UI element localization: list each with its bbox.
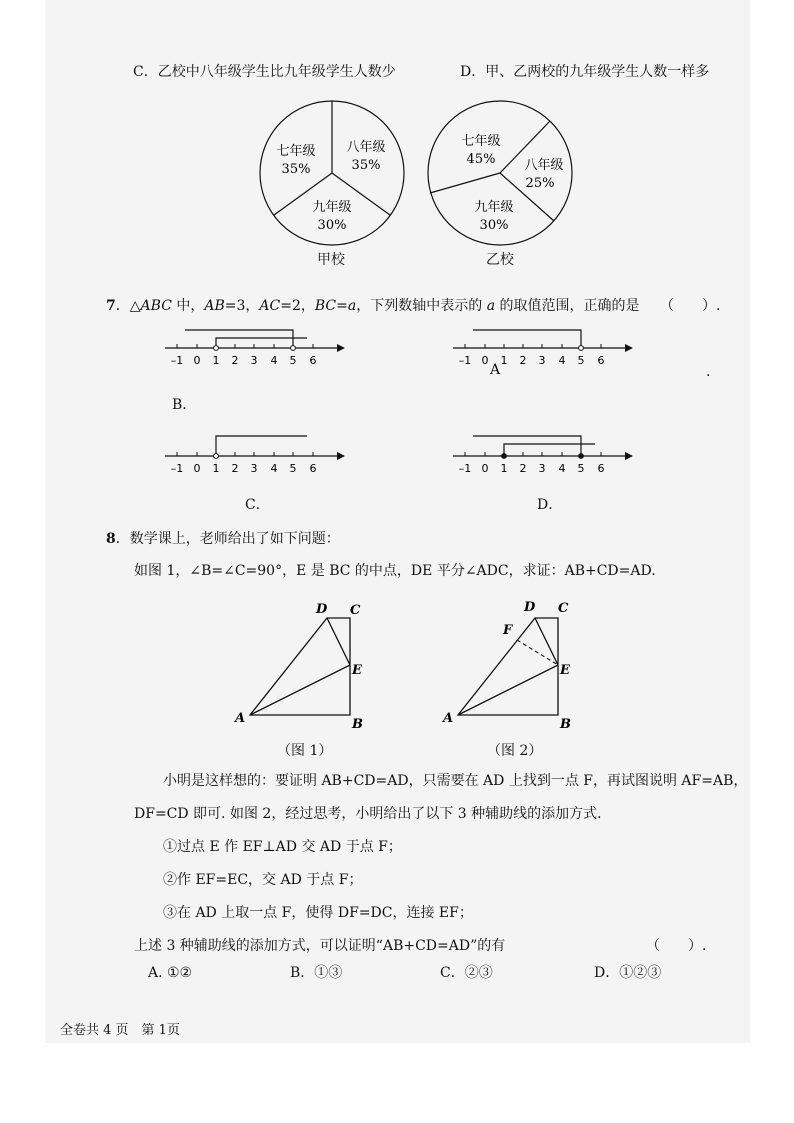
figure-2-caption: （图 2） <box>487 743 543 759</box>
q7-answer-paren: （ ）. <box>660 298 721 314</box>
pie-b-slice3-label: 九年级 <box>474 200 514 215</box>
pie-a-slice1-percent: 35% <box>281 162 311 177</box>
svg-text:0: 0 <box>193 354 201 367</box>
svg-text:D: D <box>524 600 536 615</box>
q8-thought-line1: 小明是这样想的：要证明 AB+CD=AD，只需要在 AD 上找到一点 F，再试图说明 AF=AB， <box>163 773 748 789</box>
geometry-figure-1 <box>232 598 372 733</box>
svg-text:–1: –1 <box>458 354 472 367</box>
svg-text:2: 2 <box>231 462 239 475</box>
svg-text:F: F <box>503 623 513 638</box>
svg-text:3: 3 <box>250 354 258 367</box>
svg-text:3: 3 <box>538 354 546 367</box>
q8-option-b: B．①③ <box>290 965 343 981</box>
q6-option-c: C．乙校中八年级学生比九年级学生人数少 <box>133 64 396 80</box>
pie-b-slice2-percent: 25% <box>525 176 555 191</box>
svg-text:1: 1 <box>212 462 220 475</box>
svg-text:2: 2 <box>231 354 239 367</box>
pie-b-slice1-percent: 45% <box>466 152 496 167</box>
svg-text:6: 6 <box>597 354 605 367</box>
svg-text:1: 1 <box>500 354 508 367</box>
svg-text:3: 3 <box>250 462 258 475</box>
svg-text:6: 6 <box>597 462 605 475</box>
svg-text:A: A <box>443 711 454 726</box>
pie-b-slice2-label: 八年级 <box>524 158 564 173</box>
svg-text:1: 1 <box>500 462 508 475</box>
pie-a-slice3-percent: 30% <box>317 218 347 233</box>
svg-text:E: E <box>560 663 570 678</box>
q7-label-c: C． <box>245 497 270 513</box>
q7-stem: 7．△ABC 中，AB=3，AC=2，BC=a，下列数轴中表示的 a 的取值范围，正确的是 <box>106 298 640 314</box>
geometry-figure-2 <box>440 598 580 733</box>
q8-option-d: D．①②③ <box>594 965 662 981</box>
svg-text:–1: –1 <box>458 462 472 475</box>
pie-a-slice1-label: 七年级 <box>276 144 316 159</box>
pie-a-slice2-label: 八年级 <box>346 140 386 155</box>
svg-text:0: 0 <box>481 354 489 367</box>
svg-text:5: 5 <box>289 354 297 367</box>
svg-text:C: C <box>558 601 569 616</box>
pie-a-slice2-percent: 35% <box>351 158 381 173</box>
q8-method-1: ①过点 E 作 EF⊥AD 交 AD 于点 F； <box>163 839 402 855</box>
svg-text:E: E <box>352 663 362 678</box>
q7-dot-after-a: . <box>706 364 711 380</box>
q6-option-d: D．甲、乙两校的九年级学生人数一样多 <box>460 64 710 80</box>
svg-text:6: 6 <box>309 462 317 475</box>
svg-text:1: 1 <box>212 354 220 367</box>
q8-method-2: ②作 EF=EC，交 AD 于点 F； <box>163 872 363 888</box>
number-line-option-a <box>453 320 633 370</box>
page-footer: 全卷共 4 页 第 1页 <box>60 1023 180 1038</box>
svg-text:A: A <box>235 711 246 726</box>
svg-text:D: D <box>316 602 328 617</box>
pie-b-caption: 乙校 <box>486 252 514 268</box>
svg-text:4: 4 <box>270 462 278 475</box>
svg-text:6: 6 <box>309 354 317 367</box>
svg-text:0: 0 <box>193 462 201 475</box>
q8-stem: 8．数学课上，老师给出了如下问题： <box>106 531 340 547</box>
svg-text:2: 2 <box>519 354 527 367</box>
svg-text:0: 0 <box>481 462 489 475</box>
svg-text:4: 4 <box>558 354 566 367</box>
svg-text:B: B <box>352 717 363 732</box>
q8-number: 8 <box>106 531 116 547</box>
svg-text:–1: –1 <box>170 354 184 367</box>
svg-text:–1: –1 <box>170 462 184 475</box>
number-line-1 <box>165 320 345 370</box>
q8-thought-line2: DF=CD 即可. 如图 2，经过思考，小明给出了以下 3 种辅助线的添加方式. <box>134 806 602 822</box>
q8-figure-intro: 如图 1，∠B=∠C=90°，E 是 BC 的中点，DE 平分∠ADC，求证：AB+CD=AD. <box>134 563 656 579</box>
svg-text:5: 5 <box>289 462 297 475</box>
svg-text:5: 5 <box>577 462 585 475</box>
q8-option-a: A. ①② <box>148 965 193 981</box>
q7-label-a: A <box>490 362 501 378</box>
svg-text:4: 4 <box>270 354 278 367</box>
pie-b-slice1-label: 七年级 <box>461 134 501 149</box>
q8-question: 上述 3 种辅助线的添加方式，可以证明“AB+CD=AD”的有 <box>134 938 506 954</box>
pie-chart-school-a <box>258 101 408 251</box>
svg-text:2: 2 <box>519 462 527 475</box>
q8-method-3: ③在 AD 上取一点 F，使得 DF=DC，连接 EF； <box>163 905 473 921</box>
pie-a-caption: 甲校 <box>317 252 345 268</box>
pie-chart-school-b <box>426 101 576 251</box>
svg-text:5: 5 <box>577 354 585 367</box>
figure-1-caption: （图 1） <box>277 743 333 759</box>
q7-label-b: B． <box>172 397 197 413</box>
q7-label-d: D． <box>537 497 563 513</box>
svg-text:B: B <box>560 717 571 732</box>
number-line-option-d <box>453 428 633 478</box>
svg-text:C: C <box>350 603 361 618</box>
q7-number: 7 <box>106 298 116 314</box>
number-line-option-c <box>165 428 345 478</box>
pie-b-slice3-percent: 30% <box>479 218 509 233</box>
pie-a-slice3-label: 九年级 <box>312 200 352 215</box>
q8-option-c: C．②③ <box>440 965 493 981</box>
svg-text:3: 3 <box>538 462 546 475</box>
q8-answer-paren: （ ）. <box>646 938 707 954</box>
svg-text:4: 4 <box>558 462 566 475</box>
